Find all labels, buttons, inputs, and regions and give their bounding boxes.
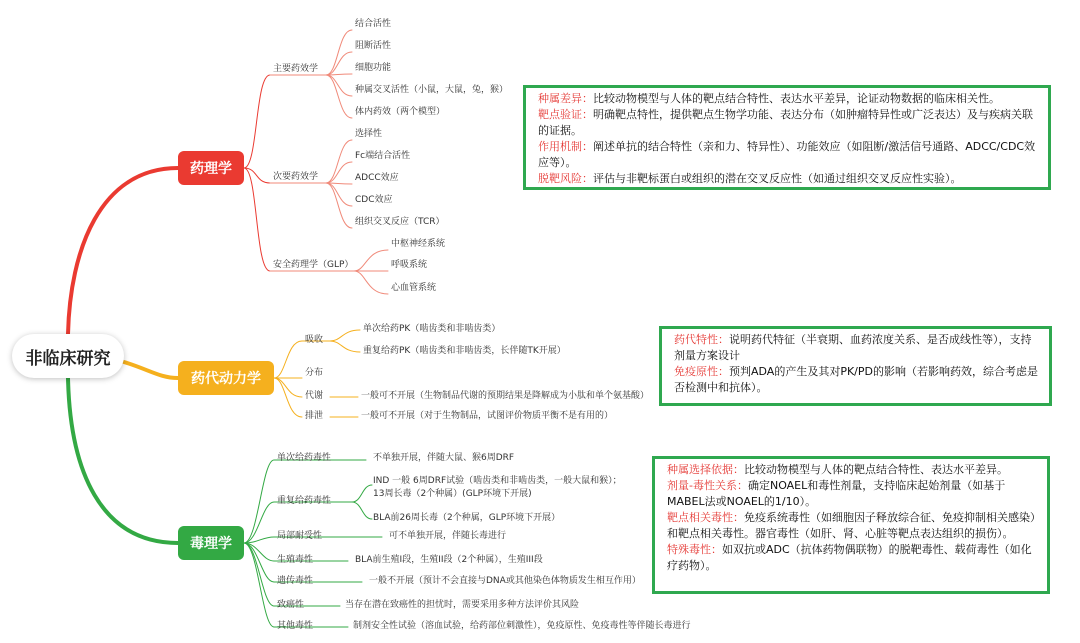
leaf-excretion-note[interactable]: 一般可不开展（对于生物制品，试图评价物质平衡不是有用的） <box>361 411 614 421</box>
leaf-respiratory[interactable]: 呼吸系统 <box>391 260 428 270</box>
note-pharmacokinetics <box>659 326 1052 406</box>
branch-pharmacokinetics[interactable]: 药代动力学 <box>178 361 274 395</box>
note-text: 说明药代特征（半衰期、血药浓度关系、是否成线性等），支持剂量方案设计 <box>674 333 1032 362</box>
note-key: 免疫原性： <box>674 365 729 378</box>
node-local-tolerance[interactable]: 局部耐受性 <box>277 531 323 541</box>
leaf-in-vivo-efficacy[interactable]: 体内药效（两个模型） <box>355 107 446 117</box>
leaf-adcc[interactable]: ADCC效应 <box>355 173 399 183</box>
node-single-dose-toxicity[interactable]: 单次给药毒性 <box>277 453 332 463</box>
node-carcinogenicity[interactable]: 致癌性 <box>277 600 305 610</box>
leaf-single-dose-pk[interactable]: 单次给药PK（啮齿类和非啮齿类） <box>363 324 501 334</box>
leaf-fc-binding[interactable]: Fc端结合活性 <box>355 151 411 161</box>
note-text: 确定NOAEL和毒性剂量，支持临床起始剂量（如基于MABEL法或NOAEL的1/10）。 <box>667 479 1006 508</box>
leaf-genotoxicity-note[interactable]: 一般不开展（预计不会直接与DNA或其他染色体物质发生相互作用） <box>369 576 641 586</box>
note-key: 作用机制： <box>538 140 593 153</box>
leaf-cns[interactable]: 中枢神经系统 <box>391 239 446 249</box>
leaf-cardiovascular[interactable]: 心血管系统 <box>391 283 437 293</box>
note-text: 比较动物模型与人体的靶点结合特性、表达水平差异。 <box>744 463 1008 476</box>
note-text: 比较动物模型与人体的靶点结合特性、表达水平差异，论证动物数据的临床相关性。 <box>593 92 1000 105</box>
leaf-bla-26-week[interactable]: BLA前26周长毒（2个种属，GLP环境下开展） <box>373 513 561 523</box>
node-metabolism[interactable]: 代谢 <box>305 391 324 401</box>
note-key: 种属选择依据： <box>667 463 744 476</box>
node-absorption[interactable]: 吸收 <box>305 335 324 345</box>
leaf-species-cross-activity[interactable]: 种属交叉活性（小鼠，大鼠，兔，猴） <box>355 85 509 95</box>
leaf-cdc[interactable]: CDC效应 <box>355 195 393 205</box>
node-excretion[interactable]: 排泄 <box>305 411 324 421</box>
note-key: 脱靶风险： <box>538 172 593 185</box>
note-key: 种属差异： <box>538 92 593 105</box>
note-text: 明确靶点特性，提供靶点生物学功能、表达分布（如肿瘤特异性或广泛表达）及与疾病关联的证据。 <box>538 108 1033 137</box>
note-text: 阐述单抗的结合特性（亲和力、特异性）、功能效应（如阻断/激活信号通路、ADCC/CDC效应等）。 <box>538 140 1036 169</box>
node-distribution[interactable]: 分布 <box>305 368 324 378</box>
note-pharmacology <box>523 85 1051 190</box>
node-genotoxicity[interactable]: 遗传毒性 <box>277 576 314 586</box>
branch-pharmacology[interactable]: 药理学 <box>178 151 244 185</box>
leaf-tcr[interactable]: 组织交叉反应（TCR） <box>355 217 445 227</box>
node-secondary-pharmacodynamics[interactable]: 次要药效学 <box>273 172 319 182</box>
leaf-metabolism-note[interactable]: 一般可不开展（生物制品代谢的预期结果是降解成为小肽和单个氨基酸） <box>361 391 650 401</box>
branch-toxicology[interactable]: 毒理学 <box>178 526 244 560</box>
note-key: 剂量-毒性关系： <box>667 479 748 492</box>
node-repeat-dose-toxicity[interactable]: 重复给药毒性 <box>277 496 332 506</box>
leaf-local-tolerance-note[interactable]: 可不单独开展，伴随长毒进行 <box>389 531 507 541</box>
note-toxicology <box>652 456 1050 594</box>
note-text: 如双抗或ADC（抗体药物偶联物）的脱靶毒性、载荷毒性（如化疗药物）。 <box>667 543 1032 572</box>
leaf-selectivity[interactable]: 选择性 <box>355 129 383 139</box>
leaf-binding-activity[interactable]: 结合活性 <box>355 19 392 29</box>
node-other-toxicity[interactable]: 其他毒性 <box>277 621 314 631</box>
leaf-single-dose-note[interactable]: 不单独开展，伴随大鼠、猴6周DRF <box>373 453 515 463</box>
note-text: 免疫系统毒性（如细胞因子释放综合征、免疫抑制相关感染）和靶点相关毒性。器官毒性（如肝、肾、心脏等靶点表达组织的损伤）。 <box>667 511 1036 540</box>
leaf-cell-function[interactable]: 细胞功能 <box>355 63 392 73</box>
leaf-other-toxicity-note[interactable]: 制剂安全性试验（溶血试验，给药部位刺激性），免疫原性、免疫毒性等伴随长毒进行 <box>353 621 691 631</box>
root-node[interactable]: 非临床研究 <box>12 334 124 378</box>
leaf-blocking-activity[interactable]: 阻断活性 <box>355 41 392 51</box>
note-key: 特殊毒性： <box>667 543 722 556</box>
leaf-carcinogenicity-note[interactable]: 当存在潜在致癌性的担忧时，需要采用多种方法评价其风险 <box>345 600 580 610</box>
leaf-13-week[interactable]: 13周长毒（2个种属）(GLP环境下开展) <box>373 489 532 499</box>
note-key: 靶点验证： <box>538 108 593 121</box>
leaf-repeat-dose-pk[interactable]: 重复给药PK（啮齿类和非啮齿类，长伴随TK开展） <box>363 346 566 356</box>
node-safety-pharmacology[interactable]: 安全药理学（GLP） <box>273 260 354 270</box>
note-key: 药代特性： <box>674 333 729 346</box>
leaf-reproductive-note[interactable]: BLA前生殖I段，生殖II段（2个种属），生殖III段 <box>355 555 543 565</box>
note-text: 评估与非靶标蛋白或组织的潜在交叉反应性（如通过组织交叉反应性实验）。 <box>593 172 962 185</box>
note-key: 靶点相关毒性： <box>667 511 744 524</box>
leaf-ind-drf[interactable]: IND 一般 6周DRF试验（啮齿类和非啮齿类，一般大鼠和猴）； <box>373 476 622 486</box>
node-reproductive-toxicity[interactable]: 生殖毒性 <box>277 555 314 565</box>
node-primary-pharmacodynamics[interactable]: 主要药效学 <box>273 64 319 74</box>
note-text: 预判ADA的产生及其对PK/PD的影响（若影响药效，综合考虑是否检测中和抗体）。 <box>674 365 1038 394</box>
